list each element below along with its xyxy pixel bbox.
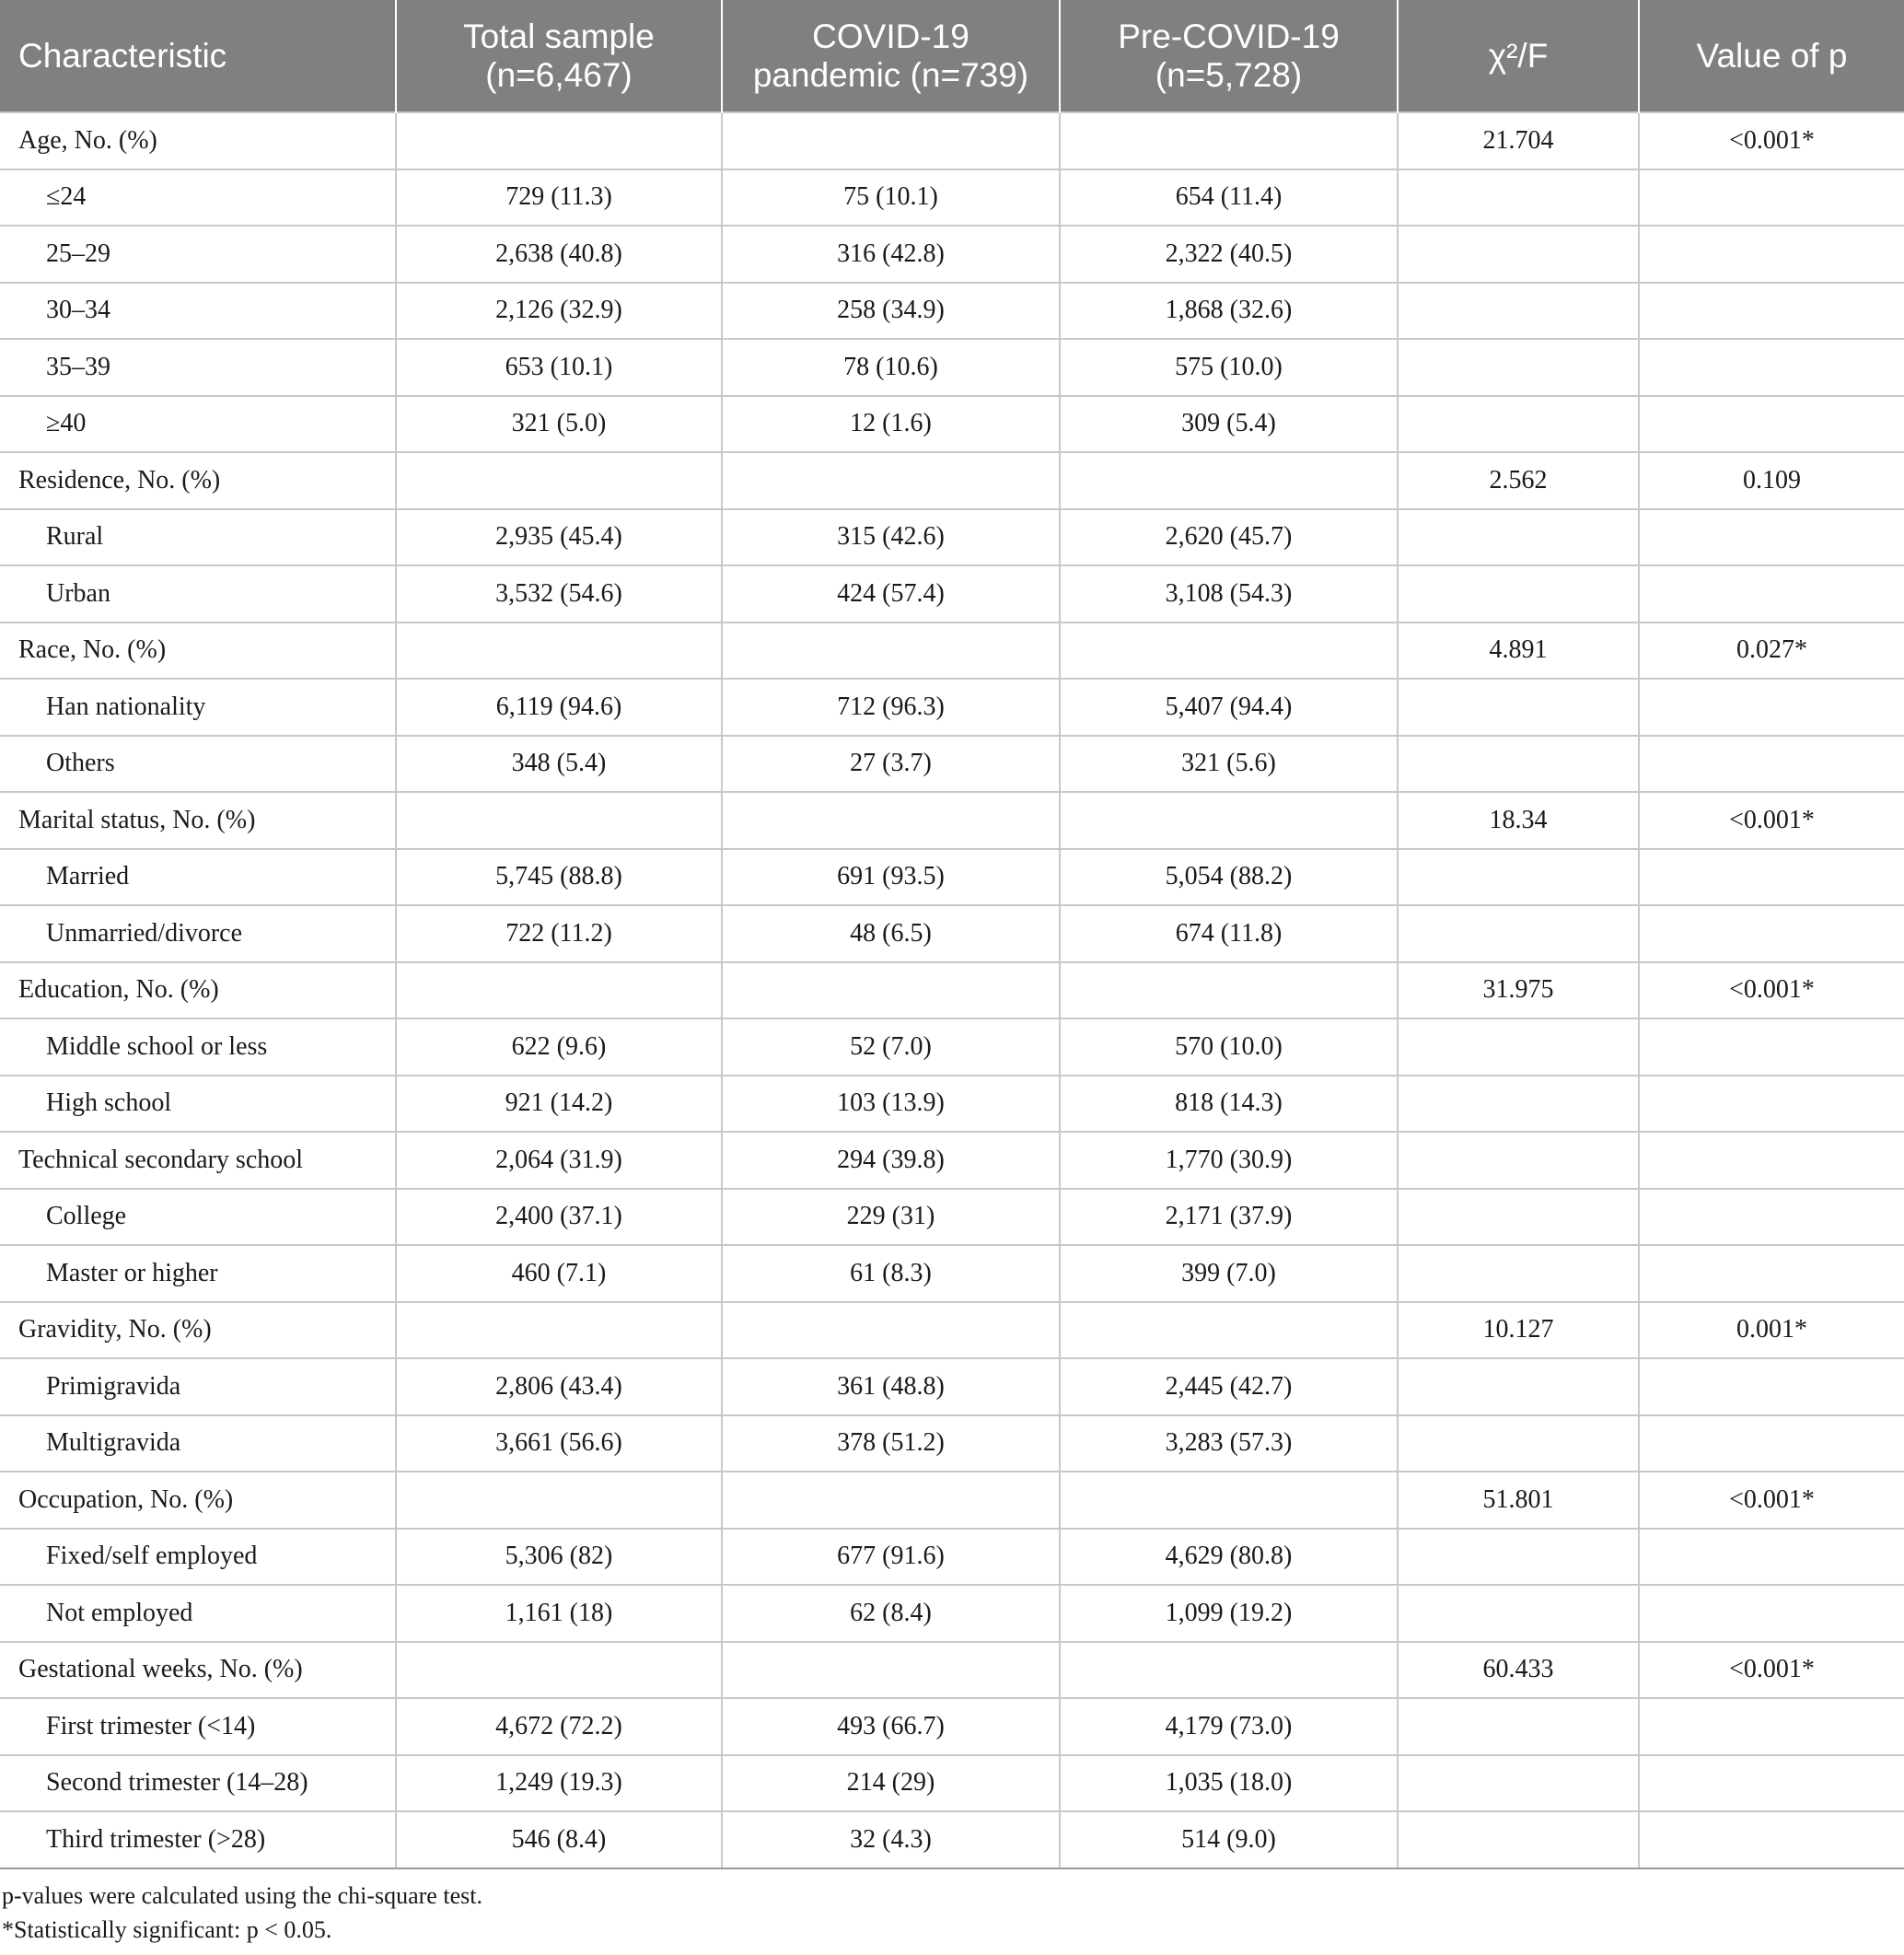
cell-covid: 712 (96.3) [722,679,1060,736]
table-row [0,112,1904,169]
table-row [0,1698,1904,1755]
cell-chi-square: 21.704 [1398,112,1639,169]
table-row [0,283,1904,340]
cell-p-value [1639,565,1904,623]
header-covid-line1: COVID-19 [812,17,969,55]
cell-total-sample [396,112,722,169]
cell-covid: 214 (29) [722,1755,1060,1812]
cell-pre-covid: 3,283 (57.3) [1060,1415,1398,1472]
cell-covid: 103 (13.9) [722,1076,1060,1133]
row-label: Han nationality [0,679,396,736]
cell-pre-covid: 570 (10.0) [1060,1018,1398,1076]
cell-pre-covid: 1,868 (32.6) [1060,283,1398,340]
cell-chi-square [1398,1811,1639,1868]
cell-total-sample [396,1302,722,1359]
cell-chi-square: 31.975 [1398,962,1639,1019]
cell-chi-square [1398,226,1639,283]
cell-total-sample: 2,638 (40.8) [396,226,722,283]
row-label: Gestational weeks, No. (%) [0,1642,396,1699]
cell-total-sample [396,792,722,849]
header-covid [722,0,1060,112]
cell-total-sample: 729 (11.3) [396,169,722,227]
cell-covid: 32 (4.3) [722,1811,1060,1868]
cell-chi-square: 18.34 [1398,792,1639,849]
table-row [0,1415,1904,1472]
cell-p-value [1639,679,1904,736]
table-row [0,1132,1904,1189]
cell-chi-square: 2.562 [1398,452,1639,509]
cell-covid [722,623,1060,680]
cell-covid: 315 (42.6) [722,509,1060,566]
cell-covid: 677 (91.6) [722,1529,1060,1586]
cell-pre-covid: 3,108 (54.3) [1060,565,1398,623]
cell-p-value: <0.001* [1639,1642,1904,1699]
cell-pre-covid: 514 (9.0) [1060,1811,1398,1868]
table-row [0,962,1904,1019]
cell-chi-square [1398,1585,1639,1642]
cell-chi-square [1398,736,1639,793]
cell-covid: 258 (34.9) [722,283,1060,340]
cell-pre-covid: 2,171 (37.9) [1060,1189,1398,1246]
row-label: Unmarried/divorce [0,905,396,962]
cell-p-value [1639,1358,1904,1415]
table-row [0,169,1904,227]
cell-covid: 691 (93.5) [722,849,1060,906]
cell-covid: 78 (10.6) [722,339,1060,396]
cell-covid: 361 (48.8) [722,1358,1060,1415]
cell-pre-covid: 309 (5.4) [1060,396,1398,453]
cell-pre-covid [1060,792,1398,849]
cell-total-sample: 3,532 (54.6) [396,565,722,623]
cell-p-value: 0.027* [1639,623,1904,680]
table-row [0,509,1904,566]
header-total-line1: Total sample [463,17,655,55]
cell-chi-square: 51.801 [1398,1472,1639,1529]
cell-chi-square: 4.891 [1398,623,1639,680]
table-row [0,1245,1904,1302]
cell-p-value: <0.001* [1639,792,1904,849]
cell-p-value [1639,1245,1904,1302]
table-body [0,112,1904,1868]
cell-chi-square [1398,1415,1639,1472]
cell-covid: 61 (8.3) [722,1245,1060,1302]
cell-pre-covid [1060,1642,1398,1699]
row-label: Gravidity, No. (%) [0,1302,396,1359]
cell-covid [722,1302,1060,1359]
table-header [0,0,1904,112]
row-label: Not employed [0,1585,396,1642]
cell-covid [722,962,1060,1019]
row-label: Second trimester (14–28) [0,1755,396,1812]
cell-p-value: <0.001* [1639,112,1904,169]
cell-chi-square [1398,1132,1639,1189]
cell-p-value [1639,1529,1904,1586]
row-label: Rural [0,509,396,566]
cell-chi-square [1398,565,1639,623]
row-label: First trimester (<14) [0,1698,396,1755]
cell-chi-square [1398,396,1639,453]
cell-pre-covid [1060,1472,1398,1529]
cell-p-value: <0.001* [1639,1472,1904,1529]
row-label: 30–34 [0,283,396,340]
table-row [0,1472,1904,1529]
cell-p-value [1639,1018,1904,1076]
cell-total-sample: 1,161 (18) [396,1585,722,1642]
cell-covid: 27 (3.7) [722,736,1060,793]
cell-covid: 12 (1.6) [722,396,1060,453]
table-row [0,226,1904,283]
row-label: ≤24 [0,169,396,227]
cell-chi-square: 60.433 [1398,1642,1639,1699]
cell-total-sample [396,1472,722,1529]
cell-p-value [1639,396,1904,453]
cell-p-value [1639,1585,1904,1642]
cell-total-sample: 460 (7.1) [396,1245,722,1302]
cell-pre-covid [1060,452,1398,509]
row-label: Master or higher [0,1245,396,1302]
cell-p-value [1639,1811,1904,1868]
table-row [0,565,1904,623]
cell-covid: 294 (39.8) [722,1132,1060,1189]
cell-pre-covid [1060,623,1398,680]
row-label: ≥40 [0,396,396,453]
row-label: Technical secondary school [0,1132,396,1189]
cell-covid [722,1472,1060,1529]
cell-pre-covid: 674 (11.8) [1060,905,1398,962]
cell-p-value: <0.001* [1639,962,1904,1019]
table-row [0,339,1904,396]
cell-chi-square [1398,1358,1639,1415]
cell-total-sample: 321 (5.0) [396,396,722,453]
cell-p-value [1639,1132,1904,1189]
cell-pre-covid: 1,035 (18.0) [1060,1755,1398,1812]
cell-total-sample [396,962,722,1019]
footnote-significance: *Statistically significant: p < 0.05. [2,1915,332,1943]
row-label: Middle school or less [0,1018,396,1076]
header-row [0,0,1904,112]
cell-pre-covid: 2,620 (45.7) [1060,509,1398,566]
row-label: 25–29 [0,226,396,283]
cell-total-sample: 1,249 (19.3) [396,1755,722,1812]
cell-covid: 52 (7.0) [722,1018,1060,1076]
cell-total-sample: 622 (9.6) [396,1018,722,1076]
table-row [0,452,1904,509]
row-label: Age, No. (%) [0,112,396,169]
cell-total-sample: 348 (5.4) [396,736,722,793]
row-label: Others [0,736,396,793]
row-label: High school [0,1076,396,1133]
row-label: Fixed/self employed [0,1529,396,1586]
cell-p-value: 0.109 [1639,452,1904,509]
cell-pre-covid: 654 (11.4) [1060,169,1398,227]
cell-covid: 229 (31) [722,1189,1060,1246]
cell-covid: 62 (8.4) [722,1585,1060,1642]
cell-pre-covid [1060,112,1398,169]
header-pre-line1: Pre-COVID-19 [1118,17,1340,55]
cell-chi-square [1398,1529,1639,1586]
cell-pre-covid [1060,962,1398,1019]
cell-total-sample: 653 (10.1) [396,339,722,396]
cell-chi-square [1398,1076,1639,1133]
cell-chi-square: 10.127 [1398,1302,1639,1359]
cell-p-value [1639,169,1904,227]
table-row [0,623,1904,680]
table-row [0,849,1904,906]
cell-total-sample [396,623,722,680]
cell-chi-square [1398,339,1639,396]
header-covid-line2: pandemic (n=739) [752,55,1029,94]
row-label: Primigravida [0,1358,396,1415]
cell-p-value [1639,1415,1904,1472]
cell-pre-covid: 5,054 (88.2) [1060,849,1398,906]
cell-pre-covid: 1,770 (30.9) [1060,1132,1398,1189]
table-row [0,396,1904,453]
table-row [0,1755,1904,1812]
cell-total-sample: 5,306 (82) [396,1529,722,1586]
row-label: Marital status, No. (%) [0,792,396,849]
table-row [0,1529,1904,1586]
cell-pre-covid: 575 (10.0) [1060,339,1398,396]
footnote-method: p-values were calculated using the chi-square test. [2,1881,482,1909]
cell-covid: 378 (51.2) [722,1415,1060,1472]
cell-p-value [1639,1076,1904,1133]
cell-total-sample: 4,672 (72.2) [396,1698,722,1755]
cell-pre-covid: 321 (5.6) [1060,736,1398,793]
cell-total-sample: 2,806 (43.4) [396,1358,722,1415]
table-row [0,1585,1904,1642]
table-row [0,1642,1904,1699]
cell-pre-covid: 399 (7.0) [1060,1245,1398,1302]
cell-total-sample: 3,661 (56.6) [396,1415,722,1472]
cell-p-value [1639,1189,1904,1246]
cell-total-sample: 722 (11.2) [396,905,722,962]
row-label: Urban [0,565,396,623]
cell-total-sample: 921 (14.2) [396,1076,722,1133]
header-pre-covid [1060,0,1398,112]
header-pre-n: (n=5,728) [1155,55,1303,94]
cell-covid [722,452,1060,509]
cell-chi-square [1398,1755,1639,1812]
cell-total-sample: 5,745 (88.8) [396,849,722,906]
table-row [0,1302,1904,1359]
row-label: Residence, No. (%) [0,452,396,509]
header-total-n: (n=6,467) [485,55,633,94]
cell-total-sample: 2,064 (31.9) [396,1132,722,1189]
cell-total-sample: 6,119 (94.6) [396,679,722,736]
cell-chi-square [1398,679,1639,736]
header-chi-square: χ²/F [1398,0,1639,112]
row-label: Occupation, No. (%) [0,1472,396,1529]
cell-pre-covid: 2,445 (42.7) [1060,1358,1398,1415]
table-row [0,679,1904,736]
cell-p-value [1639,849,1904,906]
cell-p-value [1639,905,1904,962]
cell-pre-covid: 1,099 (19.2) [1060,1585,1398,1642]
row-label: Married [0,849,396,906]
cell-chi-square [1398,849,1639,906]
cell-covid: 493 (66.7) [722,1698,1060,1755]
header-p-value: Value of p [1639,0,1904,112]
table-row [0,1811,1904,1868]
row-label: Third trimester (>28) [0,1811,396,1868]
cell-chi-square [1398,905,1639,962]
table-row [0,792,1904,849]
table-row [0,1189,1904,1246]
cell-p-value [1639,1698,1904,1755]
cell-p-value: 0.001* [1639,1302,1904,1359]
cell-p-value [1639,226,1904,283]
row-label: College [0,1189,396,1246]
cell-pre-covid: 5,407 (94.4) [1060,679,1398,736]
cell-total-sample: 2,126 (32.9) [396,283,722,340]
cell-total-sample: 2,935 (45.4) [396,509,722,566]
cell-chi-square [1398,1698,1639,1755]
cell-chi-square [1398,1189,1639,1246]
row-label: Multigravida [0,1415,396,1472]
cell-pre-covid: 818 (14.3) [1060,1076,1398,1133]
cell-pre-covid [1060,1302,1398,1359]
row-label: Race, No. (%) [0,623,396,680]
cell-p-value [1639,339,1904,396]
cell-total-sample [396,452,722,509]
cell-chi-square [1398,1018,1639,1076]
cell-p-value [1639,283,1904,340]
header-characteristic: Characteristic [0,0,396,112]
cell-pre-covid: 4,179 (73.0) [1060,1698,1398,1755]
table-row [0,1076,1904,1133]
cell-chi-square [1398,509,1639,566]
row-label: Education, No. (%) [0,962,396,1019]
header-total-sample [396,0,722,112]
cell-covid: 75 (10.1) [722,169,1060,227]
table-row [0,905,1904,962]
cell-chi-square [1398,1245,1639,1302]
cell-p-value [1639,1755,1904,1812]
table-row [0,1018,1904,1076]
cell-covid [722,1642,1060,1699]
cell-p-value [1639,736,1904,793]
cell-covid [722,792,1060,849]
cell-covid [722,112,1060,169]
cell-total-sample: 546 (8.4) [396,1811,722,1868]
table-row [0,1358,1904,1415]
cell-covid: 424 (57.4) [722,565,1060,623]
row-label: 35–39 [0,339,396,396]
cell-pre-covid: 4,629 (80.8) [1060,1529,1398,1586]
cell-total-sample [396,1642,722,1699]
cell-total-sample: 2,400 (37.1) [396,1189,722,1246]
cell-chi-square [1398,283,1639,340]
cell-pre-covid: 2,322 (40.5) [1060,226,1398,283]
cell-p-value [1639,509,1904,566]
cell-covid: 48 (6.5) [722,905,1060,962]
table-row [0,736,1904,793]
cell-chi-square [1398,169,1639,227]
cell-covid: 316 (42.8) [722,226,1060,283]
